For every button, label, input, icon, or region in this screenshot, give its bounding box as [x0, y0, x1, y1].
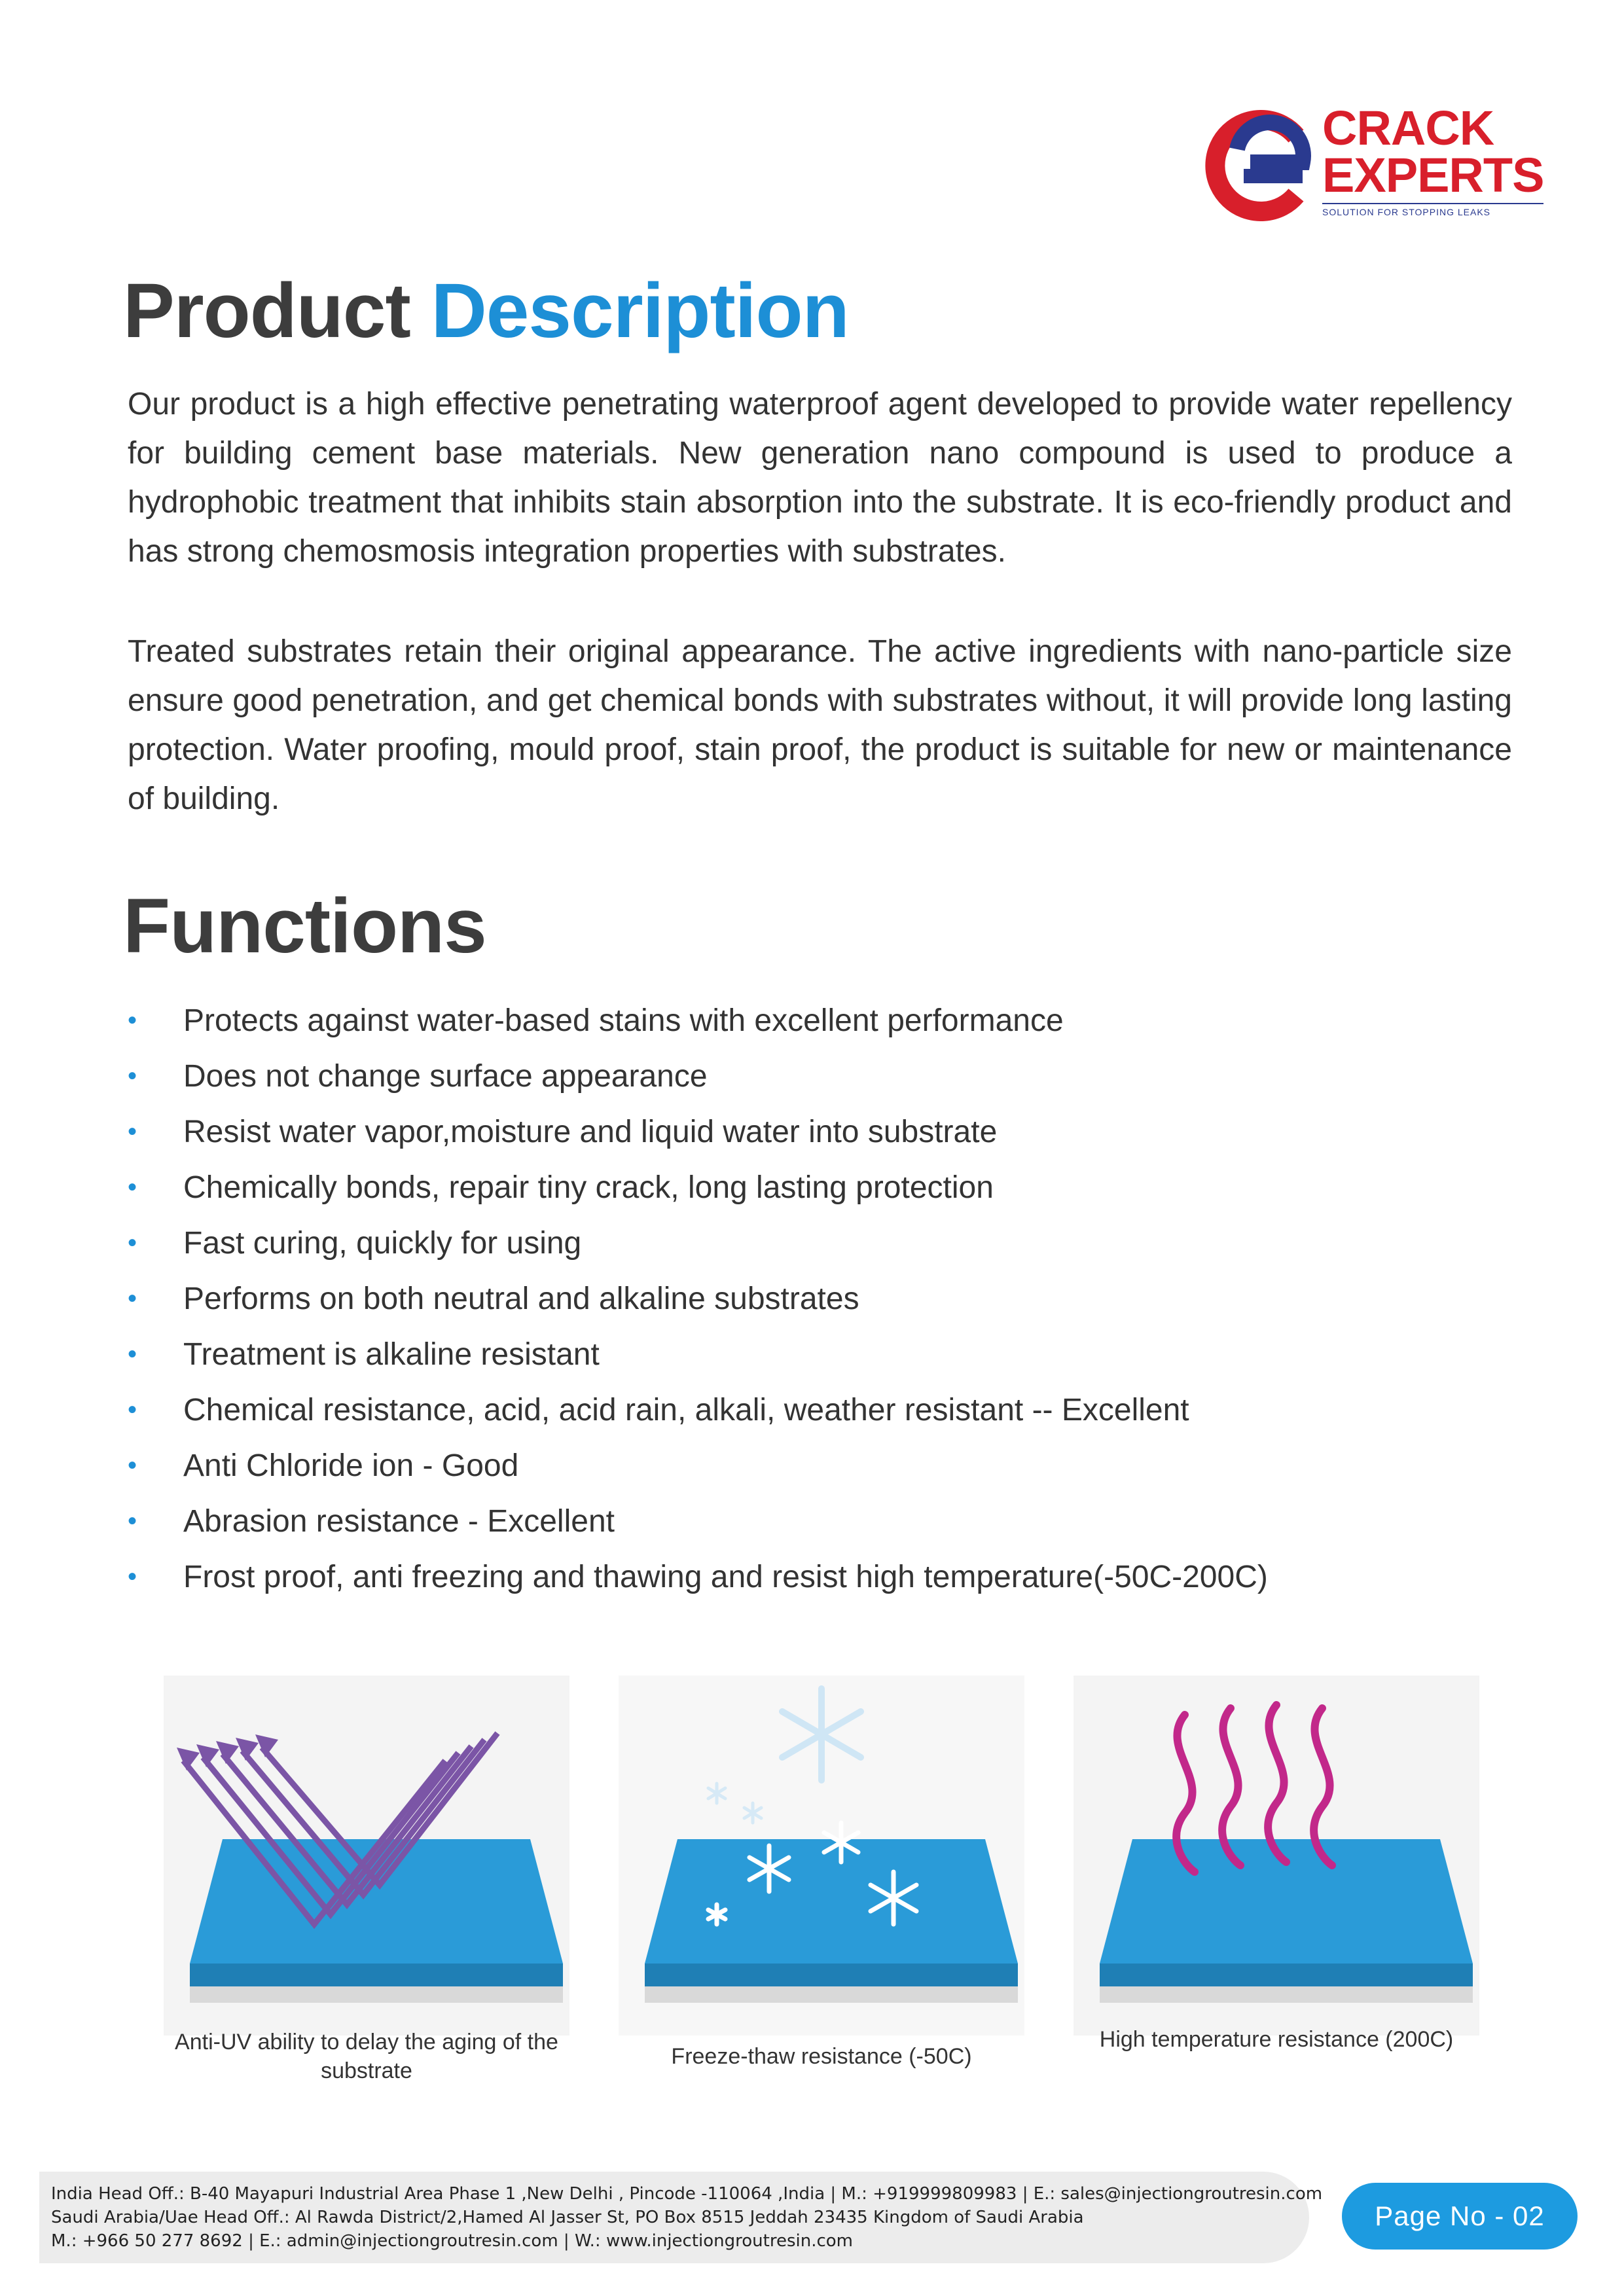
footer-contact-bar	[39, 2172, 1323, 2263]
bullet-icon: •	[128, 1229, 137, 1257]
list-item: • Fast curing, quickly for using	[128, 1215, 1502, 1271]
logo-e-icon	[1204, 110, 1316, 221]
bullet-icon: •	[128, 1451, 137, 1480]
uv-arrows-icon	[164, 1676, 569, 2036]
logo-text-line2: EXPERTS	[1322, 148, 1544, 202]
description-paragraph-2: Treated substrates retain their original appearance. The active ingredients with nano-particle size ensure good penetration, and get chemical bonds with substrates without, it will provide long lasting protection. Water proofing, mould proof, stain proof, the product is suitable for new or maintenance of building.	[128, 634, 1512, 816]
list-item: • Anti Chloride ion - Good	[128, 1438, 1502, 1494]
footer-line-saudi: Saudi Arabia/Uae Head Off.: Al Rawda District/2,Hamed Al Jasser St, PO Box 8515 Jeddah 23435 Kingdom of Saudi Arabia	[51, 2208, 1084, 2227]
functions-title: Functions	[123, 883, 486, 969]
snowflake-icon	[619, 1676, 1024, 2036]
bullet-icon: •	[128, 1507, 137, 1535]
page-number-badge: Page No - 02	[1342, 2183, 1578, 2250]
list-item: • Does not change surface appearance	[128, 1049, 1502, 1104]
high-temperature-illustration	[1074, 1676, 1479, 2036]
list-item: • Resist water vapor,moisture and liquid water into substrate	[128, 1104, 1502, 1160]
list-item: • Performs on both neutral and alkaline substrates	[128, 1271, 1502, 1327]
title-part-2: Description	[431, 268, 849, 354]
anti-uv-illustration	[164, 1676, 569, 2036]
bullet-icon: •	[128, 1173, 137, 1202]
list-item: • Chemically bonds, repair tiny crack, long lasting protection	[128, 1160, 1502, 1215]
title-part-1: Product	[123, 268, 410, 354]
list-item: • Frost proof, anti freezing and thawing and resist high temperature(-50C-200C)	[128, 1549, 1502, 1605]
product-description-title	[123, 268, 849, 353]
bullet-icon: •	[128, 1062, 137, 1090]
list-item: • Chemical resistance, acid, acid rain, alkali, weather resistant -- Excellent	[128, 1382, 1502, 1438]
bullet-icon: •	[128, 1117, 137, 1146]
footer-line-india: India Head Off.: B-40 Mayapuri Industrial Area Phase 1 ,New Delhi , Pincode -110064 ,India | M.: +919999809983 | E.: sales@injectiongroutresin.com	[51, 2184, 1323, 2204]
bullet-icon: •	[128, 1006, 137, 1035]
bullet-icon: •	[128, 1395, 137, 1424]
bullet-icon: •	[128, 1284, 137, 1313]
list-item: • Treatment is alkaline resistant	[128, 1327, 1502, 1382]
bullet-icon: •	[128, 1562, 137, 1591]
freeze-thaw-illustration	[619, 1676, 1024, 2036]
list-item: • Abrasion resistance - Excellent	[128, 1494, 1502, 1549]
logo-tagline: SOLUTION FOR STOPPING LEAKS	[1322, 203, 1543, 217]
anti-uv-caption: Anti-UV ability to delay the aging of the substrate	[175, 2030, 558, 2083]
high-temperature-caption: High temperature resistance (200C)	[1099, 2027, 1454, 2052]
functions-list	[128, 993, 1502, 1605]
footer-contact-text	[51, 2182, 1322, 2253]
list-item: • Protects against water-based stains with excellent performance	[128, 993, 1502, 1049]
company-logo	[1204, 101, 1544, 229]
heat-waves-icon	[1074, 1676, 1479, 2036]
logo-text-line1: CRACK	[1322, 101, 1494, 155]
freeze-thaw-caption: Freeze-thaw resistance (-50C)	[671, 2044, 972, 2069]
footer-line-contact: M.: +966 50 277 8692 | E.: admin@injectiongroutresin.com | W.: www.injectiongroutresin.com	[51, 2231, 854, 2251]
bullet-icon: •	[128, 1340, 137, 1369]
description-paragraph-1: Our product is a high effective penetrating waterproof agent developed to provide water repellency for building cement base materials. New generation nano compound is used to produce a hydrophobic treatment that inhibits stain absorption into the substrate. It is eco-friendly product and has strong chemosmosis integration properties with substrates.	[128, 387, 1512, 569]
